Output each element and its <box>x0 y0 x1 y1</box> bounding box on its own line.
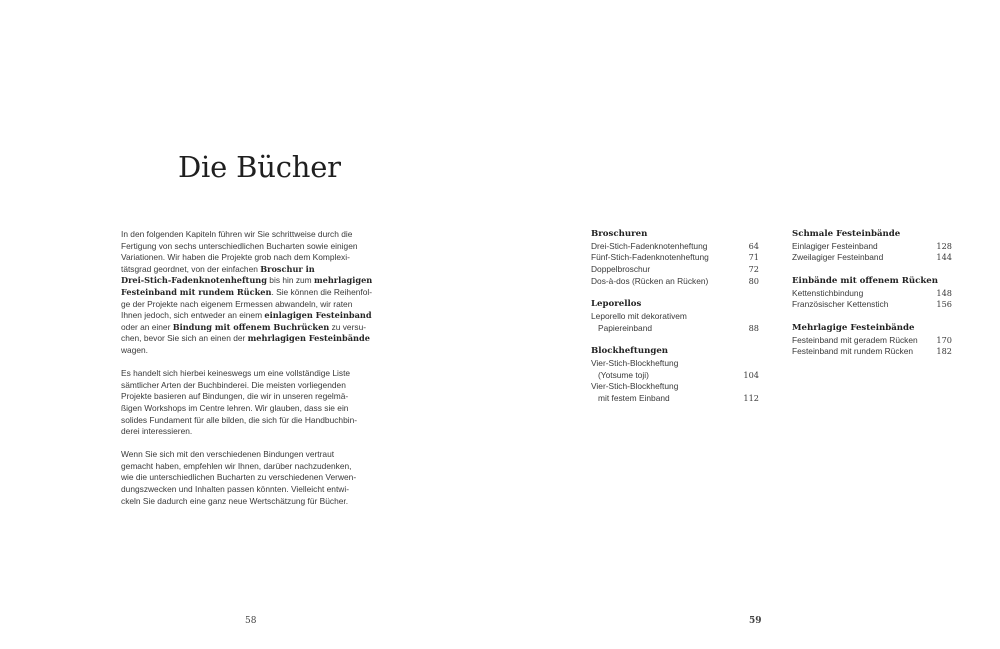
text-line: wie die unterschiedlichen Bucharten zu verschiedenen Verwen- <box>121 472 357 483</box>
text-line <box>121 310 391 322</box>
toc-entry-label: Französischer Kettenstich <box>792 299 889 310</box>
toc-heading: Mehrlagige Festeinbände <box>792 322 915 333</box>
text-line: In den folgenden Kapiteln führen wir Sie schrittweise durch die <box>121 229 353 239</box>
text-run: tätsgrad geordnet, von der einfachen <box>121 263 261 274</box>
text-run: chen, bevor Sie sich an einen der <box>121 333 248 344</box>
toc-section-schmale-festeinbaende <box>792 229 952 264</box>
toc-entry-page: 144 <box>936 252 952 263</box>
toc-entry[interactable] <box>792 299 952 311</box>
toc-entry-label: Festeinband mit rundem Rücken <box>792 346 914 357</box>
text-run: bis hin zum <box>266 275 314 286</box>
toc-entry[interactable] <box>792 241 952 253</box>
toc-entry-label <box>591 358 678 381</box>
toc-entry-label-line: Vier-Stich-Blockheftung <box>591 357 679 368</box>
bold-term: mehrlagigen Festeinbände <box>247 333 370 344</box>
toc-entry-label: Zweilagiger Festeinband <box>792 252 884 263</box>
toc-entry-page: 88 <box>748 322 759 333</box>
toc-entry-page: 64 <box>748 240 759 251</box>
paragraph-3 <box>121 449 391 507</box>
text-line <box>121 275 391 287</box>
text-run: Ihnen jedoch, sich entweder an einem <box>121 310 265 321</box>
toc-entry-label: Doppelbroschur <box>591 263 651 274</box>
toc-entry-page: 71 <box>748 252 759 263</box>
toc-entry-label <box>591 311 687 334</box>
toc-entry-label: Fünf-Stich-Fadenknotenheftung <box>591 252 709 263</box>
toc-entry-page: 170 <box>936 334 952 345</box>
page-title: Die Bücher <box>178 150 341 184</box>
text-line: solides Fundament für alle bilden, die sich für die Handbuchbin- <box>121 414 358 425</box>
toc-entry[interactable] <box>591 276 759 288</box>
toc-column-2 <box>792 229 952 370</box>
toc-entry-label: Einlagiger Festeinband <box>792 240 878 251</box>
toc-entry-page: 182 <box>936 346 952 357</box>
toc-entry-page: 156 <box>936 299 952 310</box>
toc-section-broschuren <box>591 229 759 287</box>
text-line: derei interessieren. <box>121 426 193 437</box>
bold-term: Festeinband mit rundem Rücken <box>121 286 272 297</box>
right-page <box>500 0 1000 649</box>
toc-entry[interactable] <box>792 252 952 264</box>
toc-entry-label-line: Leporello mit dekorativem <box>591 310 687 321</box>
page-number-right: 59 <box>749 616 762 626</box>
toc-entry-label: Dos-à-dos (Rücken an Rücken) <box>591 275 709 286</box>
text-line: Wenn Sie sich mit den verschiedenen Bindungen vertraut <box>121 449 335 460</box>
toc-entry-label-continuation: (Yotsume toji) <box>598 369 649 380</box>
toc-heading: Blockheftungen <box>591 346 669 357</box>
toc-heading: Broschuren <box>591 229 648 239</box>
toc-entry[interactable] <box>591 358 759 381</box>
toc-entry-page: 80 <box>748 275 759 286</box>
text-line: Projekte basieren auf Bindungen, die wir in unseren regelmä- <box>121 391 349 402</box>
text-run: oder an einer <box>121 321 173 332</box>
toc-entry[interactable] <box>792 346 952 358</box>
bold-term: einlagigen Festeinband <box>264 310 372 321</box>
toc-entry-label-continuation: mit festem Einband <box>598 392 670 403</box>
toc-entry[interactable] <box>792 335 952 347</box>
toc-entry[interactable] <box>792 288 952 300</box>
text-line <box>121 333 391 345</box>
toc-entry[interactable] <box>591 311 759 334</box>
text-line <box>121 322 391 334</box>
text-line: wagen. <box>121 344 149 355</box>
page-number-left: 58 <box>245 616 257 626</box>
toc-entry-label: Festeinband mit geradem Rücken <box>792 334 918 345</box>
bold-term: Drei-Stich-Fadenknotenheftung <box>121 275 267 286</box>
toc-section-mehrlagige-festeinbaende <box>792 323 952 358</box>
text-line: dungszwecken und Inhalten passen könnten. Vielleicht entwi- <box>121 484 349 495</box>
toc-entry-page: 104 <box>743 369 759 380</box>
toc-heading: Leporellos <box>591 299 642 310</box>
toc-entry[interactable] <box>591 264 759 276</box>
bold-term: Broschur in <box>260 263 315 274</box>
text-line: gemacht haben, empfehlen wir Ihnen, darüber nachzudenken, <box>121 460 352 471</box>
toc-entry-label: Kettenstichbindung <box>792 287 864 298</box>
bold-term: Bindung mit offenem Buchrücken <box>172 321 330 332</box>
toc-entry-page: 112 <box>743 392 759 403</box>
text-line: Fertigung von sechs unterschiedlichen Bucharten sowie einigen <box>121 240 358 251</box>
toc-entry-label <box>591 381 678 404</box>
text-line <box>121 287 391 299</box>
toc-entry[interactable] <box>591 381 759 404</box>
toc-column-1 <box>591 229 759 416</box>
text-line: Variationen. Wir haben die Projekte grob nach dem Komplexi- <box>121 252 350 263</box>
toc-section-leporellos <box>591 299 759 334</box>
paragraph-2 <box>121 368 391 438</box>
bold-term: mehrlagigen <box>313 275 373 286</box>
text-line: sämtlicher Arten der Buchbinderei. Die meisten vorliegenden <box>121 379 346 390</box>
toc-entry[interactable] <box>591 252 759 264</box>
text-line: Es handelt sich hierbei keineswegs um eine vollständige Liste <box>121 368 351 379</box>
toc-heading: Einbände mit offenem Rücken <box>792 275 939 286</box>
text-line: ßigen Workshops im Centre lehren. Wir glauben, dass sie ein <box>121 402 349 413</box>
paragraph-1 <box>121 229 391 357</box>
toc-section-blockheftungen <box>591 346 759 404</box>
text-run: zu versu- <box>329 321 367 332</box>
intro-text <box>121 229 391 519</box>
toc-heading: Schmale Festeinbände <box>792 229 901 239</box>
toc-entry[interactable] <box>591 241 759 253</box>
text-run: . Sie können die Reihenfol- <box>271 286 373 297</box>
toc-entry-page: 148 <box>936 287 952 298</box>
text-line: ckeln Sie dadurch eine ganz neue Wertschätzung für Bücher. <box>121 495 349 506</box>
toc-section-offener-ruecken <box>792 276 952 311</box>
toc-entry-label: Drei-Stich-Fadenknotenheftung <box>591 240 708 251</box>
toc-entry-page: 128 <box>936 240 952 251</box>
toc-entry-label-continuation: Papiereinband <box>598 322 653 333</box>
toc-entry-page: 72 <box>748 263 759 274</box>
text-line: ge der Projekte nach eigenem Ermessen abwandeln, wir raten <box>121 298 353 309</box>
text-line <box>121 264 391 276</box>
toc-entry-label-line: Vier-Stich-Blockheftung <box>591 381 679 392</box>
